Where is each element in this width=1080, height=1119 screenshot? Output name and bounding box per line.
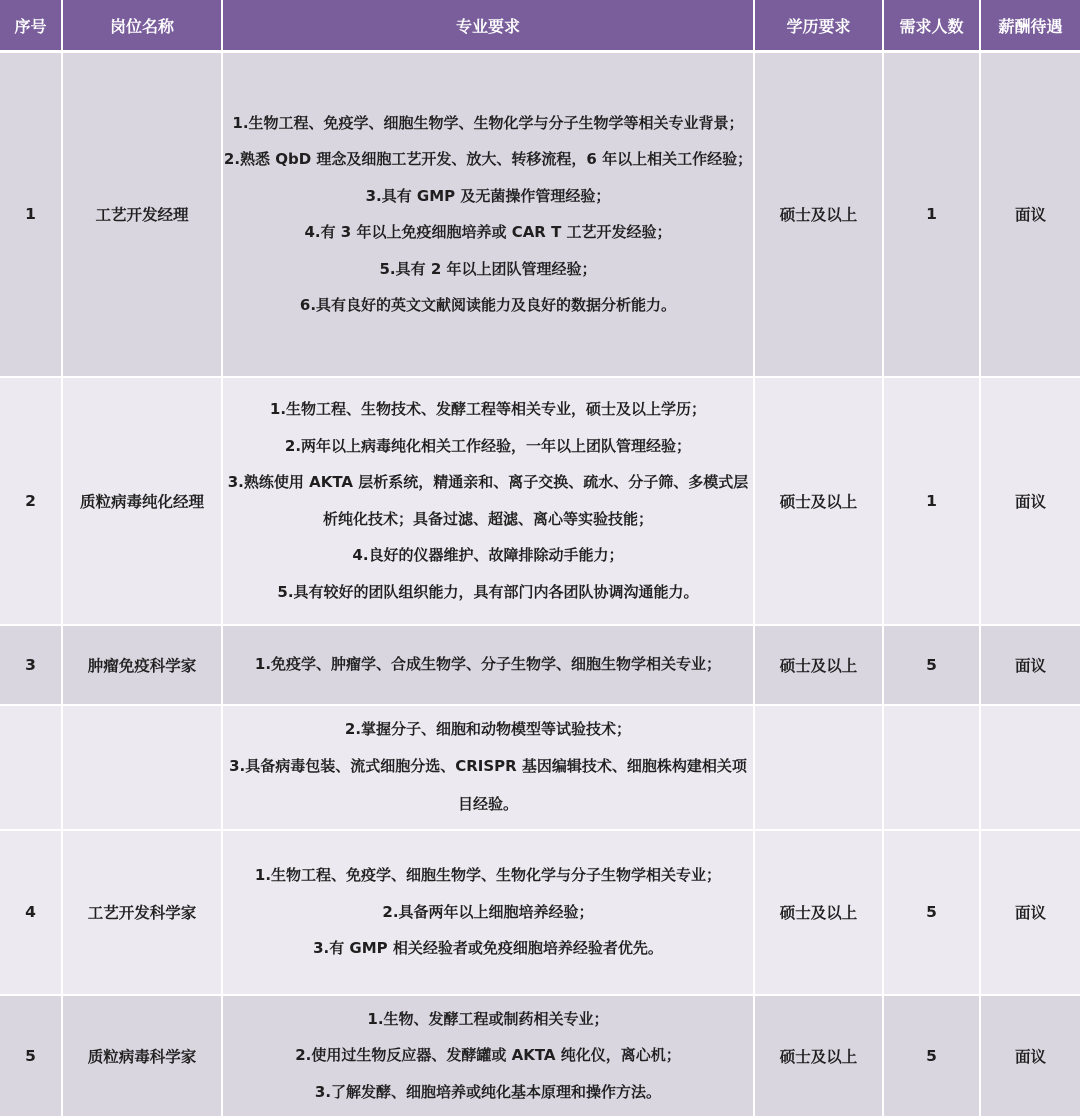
cell-salary: 面议 bbox=[980, 830, 1080, 995]
table-row bbox=[0, 377, 1080, 625]
cell-education: 硕士及以上 bbox=[754, 995, 883, 1117]
cell-seq: 3 bbox=[0, 625, 62, 705]
requirement-line: 3.具备病毒包装、流式细胞分选、CRISPR 基因编辑技术、细胞株构建相关项目经验。 bbox=[229, 757, 747, 813]
cell-salary bbox=[980, 705, 1080, 830]
cell-position: 质粒病毒科学家 bbox=[62, 995, 222, 1117]
table-row bbox=[0, 705, 1080, 830]
requirement-line: 1.生物、发酵工程或制药相关专业； bbox=[367, 1009, 609, 1028]
cell-requirements bbox=[222, 377, 754, 625]
requirement-line: 1.生物工程、免疫学、细胞生物学、生物化学与分子生物学等相关专业背景； bbox=[232, 113, 744, 132]
cell-headcount: 5 bbox=[883, 830, 980, 995]
requirement-line: 5.具有较好的团队组织能力，具有部门内各团队协调沟通能力。 bbox=[277, 582, 699, 601]
header-row bbox=[0, 0, 1080, 52]
cell-salary: 面议 bbox=[980, 995, 1080, 1117]
cell-requirements bbox=[222, 52, 754, 377]
cell-position bbox=[62, 705, 222, 830]
requirement-line: 2.使用过生物反应器、发酵罐或 AKTA 纯化仪，离心机； bbox=[295, 1046, 681, 1065]
header-requirements: 专业要求 bbox=[222, 0, 754, 52]
cell-seq: 1 bbox=[0, 52, 62, 377]
cell-position: 质粒病毒纯化经理 bbox=[62, 377, 222, 625]
cell-requirements bbox=[222, 705, 754, 830]
cell-position: 肿瘤免疫科学家 bbox=[62, 625, 222, 705]
requirement-line: 1.免疫学、肿瘤学、合成生物学、分子生物学、细胞生物学相关专业； bbox=[254, 654, 722, 673]
header-headcount: 需求人数 bbox=[883, 0, 980, 52]
cell-education: 硕士及以上 bbox=[754, 830, 883, 995]
header-position: 岗位名称 bbox=[62, 0, 222, 52]
cell-salary: 面议 bbox=[980, 625, 1080, 705]
requirement-line: 3.有 GMP 相关经验者或免疫细胞培养经验者优先。 bbox=[313, 939, 663, 958]
cell-seq: 5 bbox=[0, 995, 62, 1117]
cell-seq bbox=[0, 705, 62, 830]
cell-education: 硕士及以上 bbox=[754, 377, 883, 625]
cell-salary: 面议 bbox=[980, 52, 1080, 377]
header-seq: 序号 bbox=[0, 0, 62, 52]
table-row bbox=[0, 830, 1080, 995]
requirement-line: 1.生物工程、免疫学、细胞生物学、生物化学与分子生物学相关专业； bbox=[254, 866, 722, 885]
requirement-line: 5.具有 2 年以上团队管理经验； bbox=[379, 259, 597, 278]
cell-headcount: 5 bbox=[883, 995, 980, 1117]
table-row bbox=[0, 625, 1080, 705]
cell-seq: 4 bbox=[0, 830, 62, 995]
requirement-line: 3.具有 GMP 及无菌操作管理经验； bbox=[365, 186, 611, 205]
requirement-line: 2.两年以上病毒纯化相关工作经验，一年以上团队管理经验； bbox=[284, 436, 692, 455]
requirement-line: 3.了解发酵、细胞培养或纯化基本原理和操作方法。 bbox=[314, 1082, 662, 1101]
cell-headcount: 5 bbox=[883, 625, 980, 705]
requirement-line: 2.熟悉 QbD 理念及细胞工艺开发、放大、转移流程，6 年以上相关工作经验； bbox=[223, 150, 753, 169]
cell-education: 硕士及以上 bbox=[754, 625, 883, 705]
table-row bbox=[0, 52, 1080, 377]
header-education: 学历要求 bbox=[754, 0, 883, 52]
requirement-line: 6.具有良好的英文文献阅读能力及良好的数据分析能力。 bbox=[299, 296, 677, 315]
requirement-line: 1.生物工程、生物技术、发酵工程等相关专业，硕士及以上学历； bbox=[269, 400, 707, 418]
cell-education: 硕士及以上 bbox=[754, 52, 883, 377]
requirement-line: 4.有 3 年以上免疫细胞培养或 CAR T 工艺开发经验； bbox=[304, 223, 672, 242]
table-row bbox=[0, 995, 1080, 1117]
cell-requirements bbox=[222, 830, 754, 995]
cell-position: 工艺开发科学家 bbox=[62, 830, 222, 995]
cell-seq: 2 bbox=[0, 377, 62, 625]
header-salary: 薪酬待遇 bbox=[980, 0, 1080, 52]
cell-position: 工艺开发经理 bbox=[62, 52, 222, 377]
requirement-line: 2.掌握分子、细胞和动物模型等试验技术； bbox=[344, 719, 632, 738]
cell-salary: 面议 bbox=[980, 377, 1080, 625]
cell-headcount bbox=[883, 705, 980, 830]
cell-requirements bbox=[222, 625, 754, 705]
cell-requirements bbox=[222, 995, 754, 1117]
cell-education bbox=[754, 705, 883, 830]
cell-headcount: 1 bbox=[883, 52, 980, 377]
cell-headcount: 1 bbox=[883, 377, 980, 625]
requirement-line: 3.熟练使用 AKTA 层析系统，精通亲和、离子交换、疏水、分子筛、多模式层析纯化技术；具备过滤、超滤、离心等实验技能； bbox=[227, 473, 749, 528]
requirement-line: 2.具备两年以上细胞培养经验； bbox=[382, 902, 594, 921]
requirement-line: 4.良好的仪器维护、故障排除动手能力； bbox=[352, 546, 624, 564]
